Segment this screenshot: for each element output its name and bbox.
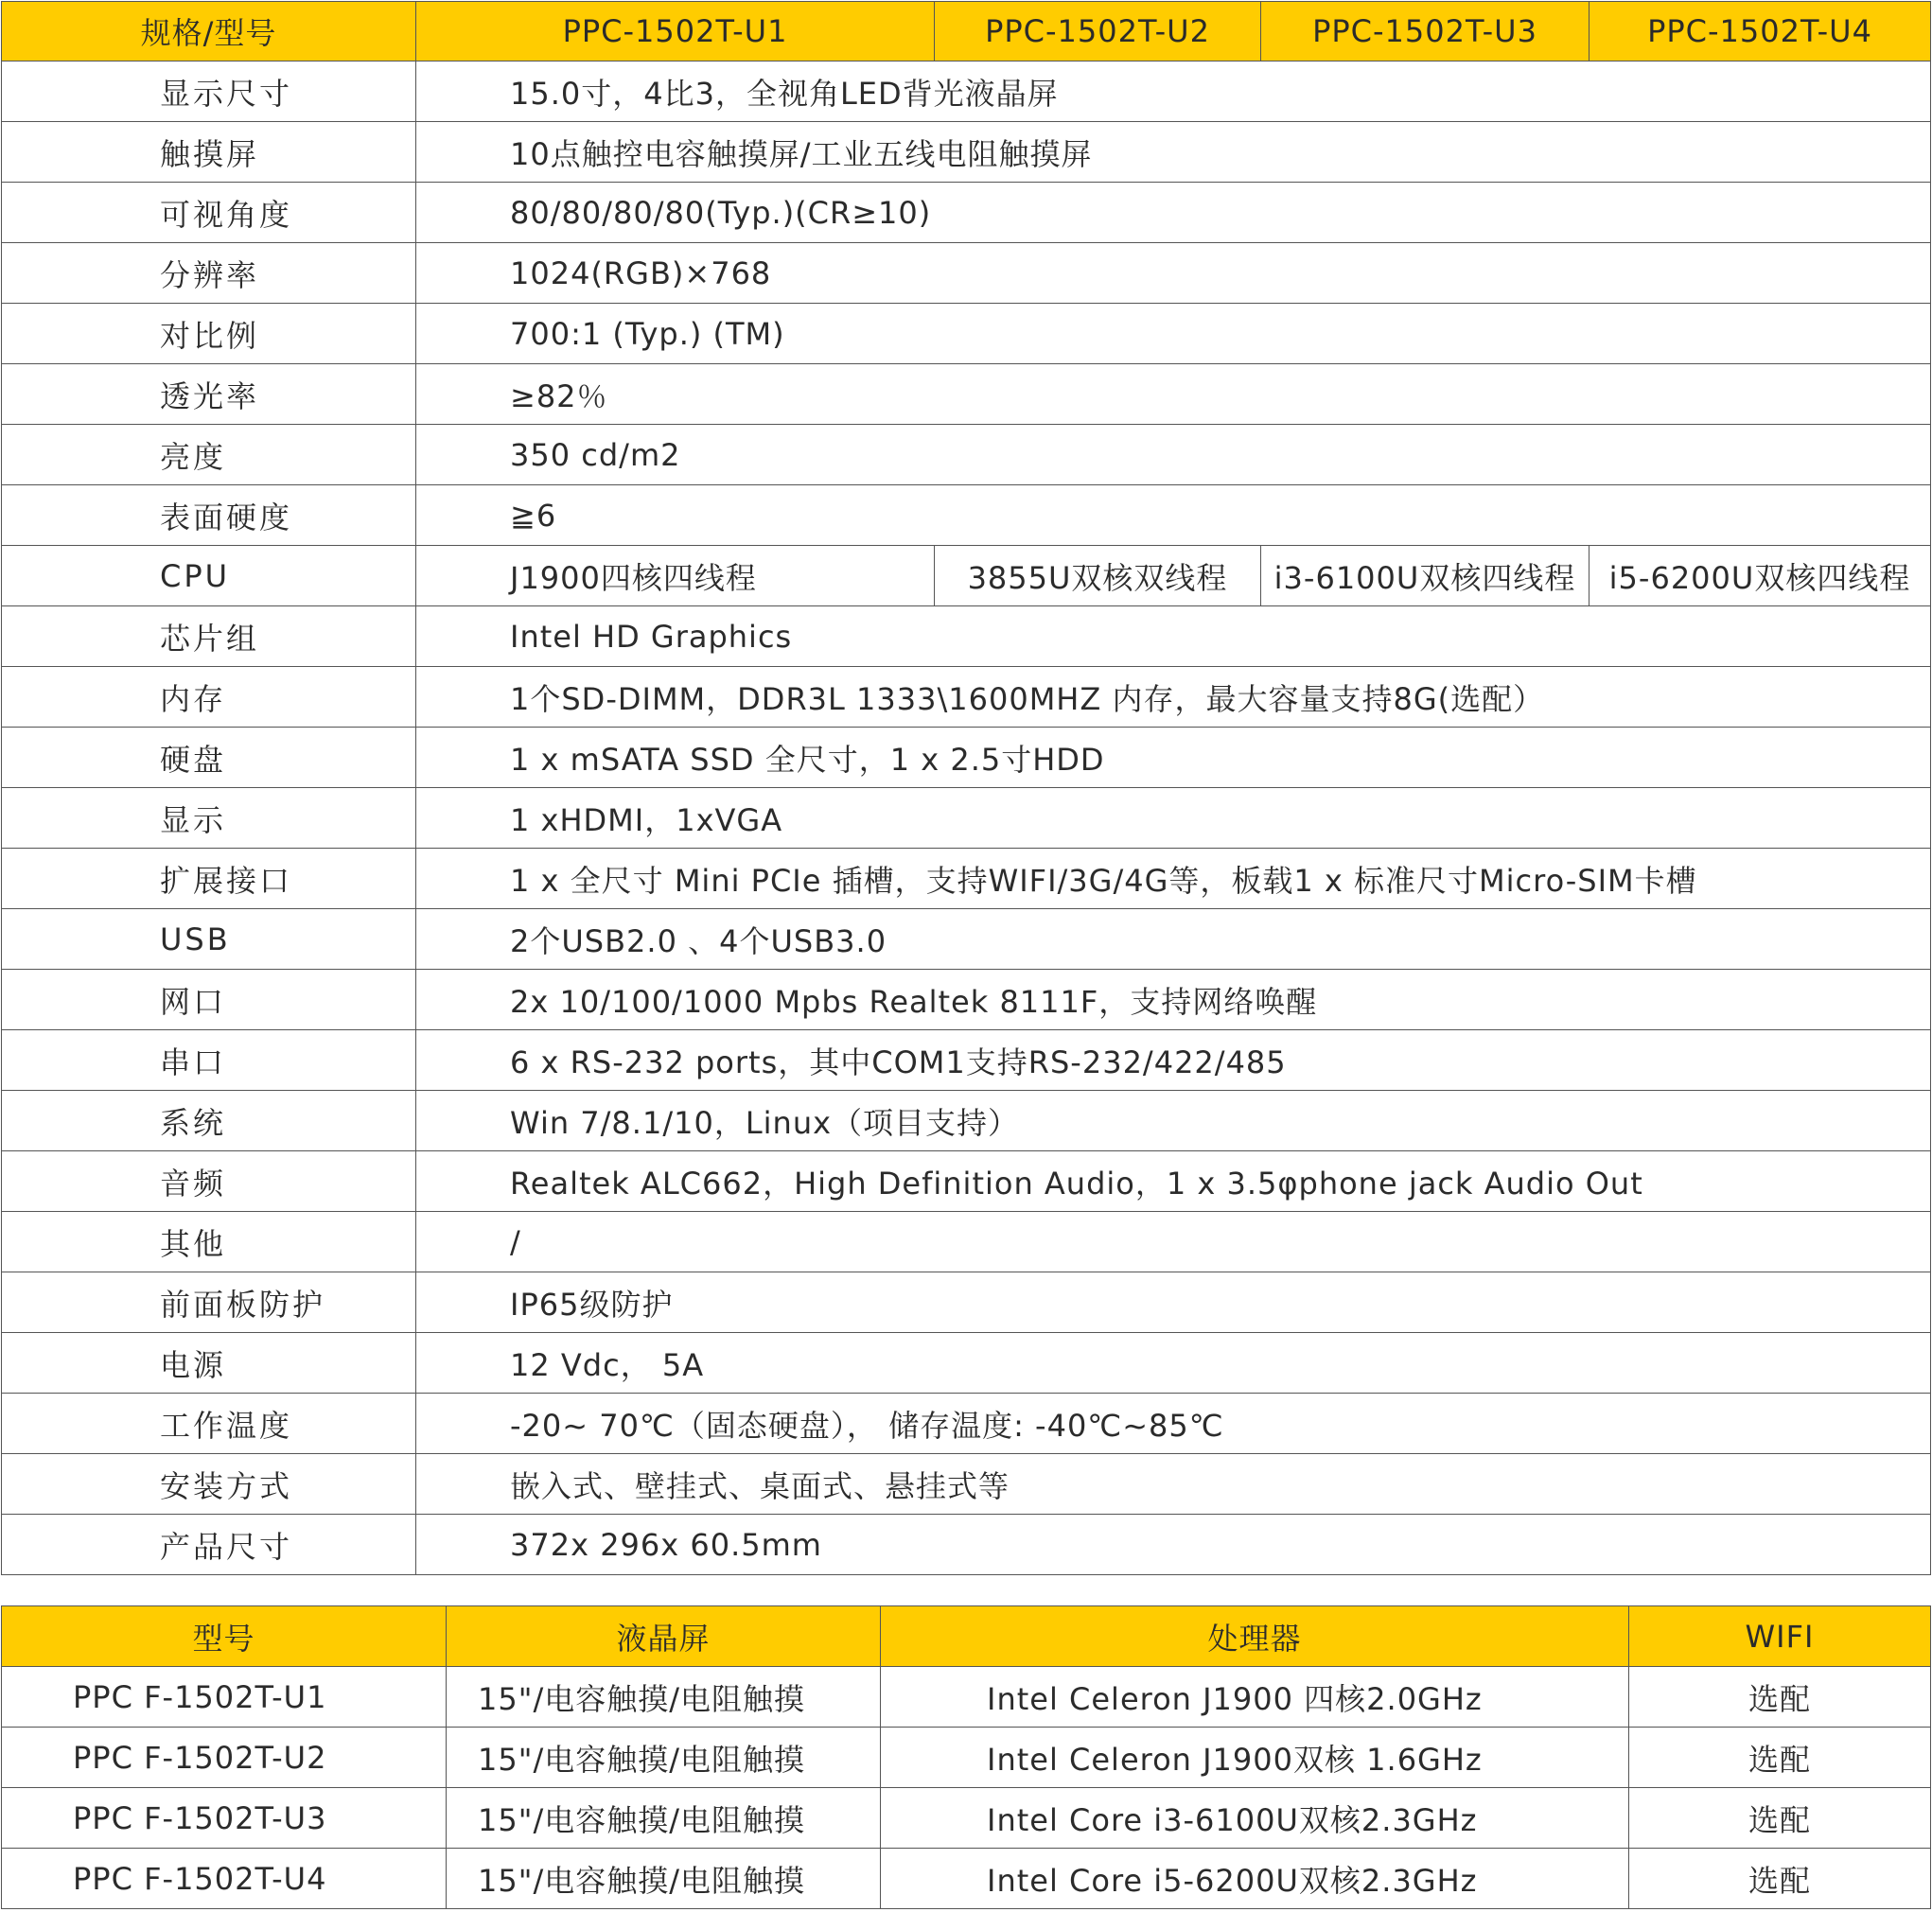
spec-row (2, 1212, 1931, 1272)
model-header-lcd: 液晶屏 (447, 1606, 881, 1667)
spec-label: 可视角度 (2, 183, 416, 243)
spec-row (2, 485, 1931, 546)
spec-row (2, 364, 1931, 425)
model-lcd: 15"/电容触摸/电阻触摸 (447, 1667, 881, 1728)
spec-row (2, 728, 1931, 788)
spec-value: -20~ 70℃（固态硬盘）， 储存温度: -40℃~85℃ (416, 1394, 1931, 1454)
spec-label: 表面硬度 (2, 485, 416, 546)
spec-row (2, 667, 1931, 728)
spec-header-label: 规格/型号 (2, 2, 416, 61)
model-row (2, 1728, 1931, 1788)
spec-row (2, 61, 1931, 122)
spec-value: 6 x RS-232 ports，其中COM1支持RS-232/422/485 (416, 1030, 1931, 1091)
spec-label: 电源 (2, 1333, 416, 1394)
spec-value: 700:1 (Typ.) (TM) (416, 304, 1931, 364)
spec-row (2, 1394, 1931, 1454)
spec-row (2, 788, 1931, 849)
spec-label: 网口 (2, 970, 416, 1030)
spec-label: 产品尺寸 (2, 1515, 416, 1575)
model-row (2, 1788, 1931, 1849)
model-header-wifi: WIFI (1629, 1606, 1931, 1667)
spec-table-body (2, 2, 1931, 1575)
spec-row (2, 1515, 1931, 1575)
spec-row (2, 1151, 1931, 1212)
spec-label: 串口 (2, 1030, 416, 1091)
spec-row (2, 1333, 1931, 1394)
spec-value: 2x 10/100/1000 Mpbs Realtek 8111F，支持网络唤醒 (416, 970, 1931, 1030)
spec-row (2, 1091, 1931, 1151)
spec-table (1, 1, 1931, 1575)
spec-row (2, 606, 1931, 667)
spec-row (2, 304, 1931, 364)
spec-value: 350 cd/m2 (416, 425, 1931, 485)
spec-value: 12 Vdc， 5A (416, 1333, 1931, 1394)
spec-value: 15.0寸，4比3，全视角LED背光液晶屏 (416, 61, 1931, 122)
spec-header-model-u3: PPC-1502T-U3 (1261, 2, 1590, 61)
spec-label: 前面板防护 (2, 1272, 416, 1333)
spec-row (2, 243, 1931, 304)
spec-value: ≥82％ (416, 364, 1931, 425)
spec-value: 1个SD-DIMM，DDR3L 1333\1600MHZ 内存，最大容量支持8G(选配） (416, 667, 1931, 728)
spec-cpu-value: 3855U双核双线程 (935, 546, 1261, 606)
spec-label: 系统 (2, 1091, 416, 1151)
spec-value: 1 x mSATA SSD 全尺寸，1 x 2.5寸HDD (416, 728, 1931, 788)
spec-label: 分辨率 (2, 243, 416, 304)
model-lcd: 15"/电容触摸/电阻触摸 (447, 1728, 881, 1788)
spec-row (2, 970, 1931, 1030)
spec-value: ≧6 (416, 485, 1931, 546)
spec-value: Realtek ALC662，High Definition Audio，1 x 3.5φphone jack Audio Out (416, 1151, 1931, 1212)
spec-value: 10点触控电容触摸屏/工业五线电阻触摸屏 (416, 122, 1931, 183)
model-lcd: 15"/电容触摸/电阻触摸 (447, 1849, 881, 1909)
spec-value: 80/80/80/80(Typ.)(CR≥10) (416, 183, 1931, 243)
spec-header-row (2, 2, 1931, 61)
model-name: PPC F-1502T-U1 (2, 1667, 447, 1728)
spec-row (2, 122, 1931, 183)
spec-label: 显示 (2, 788, 416, 849)
spec-cpu-value: J1900四核四线程 (416, 546, 935, 606)
spec-header-model-u1: PPC-1502T-U1 (416, 2, 935, 61)
spec-label: CPU (2, 546, 416, 606)
spec-value: 1024(RGB)×768 (416, 243, 1931, 304)
spec-label: USB (2, 909, 416, 970)
spec-row (2, 1030, 1931, 1091)
model-row (2, 1849, 1931, 1909)
spec-value: 372x 296x 60.5mm (416, 1515, 1931, 1575)
spec-label: 工作温度 (2, 1394, 416, 1454)
model-wifi: 选配 (1629, 1849, 1931, 1909)
spec-value: 嵌入式、壁挂式、桌面式、悬挂式等 (416, 1454, 1931, 1515)
spec-cpu-value: i3-6100U双核四线程 (1261, 546, 1590, 606)
model-lcd: 15"/电容触摸/电阻触摸 (447, 1788, 881, 1849)
model-header-cpu: 处理器 (881, 1606, 1629, 1667)
model-wifi: 选配 (1629, 1667, 1931, 1728)
model-name: PPC F-1502T-U3 (2, 1788, 447, 1849)
spec-value: / (416, 1212, 1931, 1272)
model-wifi: 选配 (1629, 1788, 1931, 1849)
model-table (1, 1605, 1931, 1909)
model-wifi: 选配 (1629, 1728, 1931, 1788)
spec-value: Intel HD Graphics (416, 606, 1931, 667)
model-name: PPC F-1502T-U2 (2, 1728, 447, 1788)
spec-label: 芯片组 (2, 606, 416, 667)
spec-label: 扩展接口 (2, 849, 416, 909)
model-cpu: Intel Celeron J1900 四核2.0GHz (881, 1667, 1629, 1728)
model-header-row (2, 1606, 1931, 1667)
spec-value: 1 x 全尺寸 Mini PCIe 插槽，支持WIFI/3G/4G等，板载1 x 标准尺寸Micro-SIM卡槽 (416, 849, 1931, 909)
spec-value: 1 xHDMI，1xVGA (416, 788, 1931, 849)
spec-cpu-value: i5-6200U双核四线程 (1590, 546, 1931, 606)
model-row (2, 1667, 1931, 1728)
model-table-body (2, 1606, 1931, 1909)
spec-header-model-u4: PPC-1502T-U4 (1590, 2, 1931, 61)
spec-row (2, 425, 1931, 485)
model-header-model: 型号 (2, 1606, 447, 1667)
spec-row (2, 849, 1931, 909)
spec-row (2, 909, 1931, 970)
model-cpu: Intel Celeron J1900双核 1.6GHz (881, 1728, 1629, 1788)
spec-row (2, 546, 1931, 606)
spec-label: 对比例 (2, 304, 416, 364)
spec-label: 硬盘 (2, 728, 416, 788)
spec-label: 显示尺寸 (2, 61, 416, 122)
spec-value: IP65级防护 (416, 1272, 1931, 1333)
spec-label: 透光率 (2, 364, 416, 425)
model-cpu: Intel Core i5-6200U双核2.3GHz (881, 1849, 1629, 1909)
spec-label: 音频 (2, 1151, 416, 1212)
spec-label: 触摸屏 (2, 122, 416, 183)
spec-label: 安装方式 (2, 1454, 416, 1515)
spec-row (2, 1272, 1931, 1333)
spec-value: Win 7/8.1/10，Linux（项目支持） (416, 1091, 1931, 1151)
spec-row (2, 183, 1931, 243)
spec-label: 其他 (2, 1212, 416, 1272)
spec-value: 2个USB2.0 、4个USB3.0 (416, 909, 1931, 970)
spec-label: 内存 (2, 667, 416, 728)
spec-row (2, 1454, 1931, 1515)
model-name: PPC F-1502T-U4 (2, 1849, 447, 1909)
spec-header-model-u2: PPC-1502T-U2 (935, 2, 1261, 61)
spec-label: 亮度 (2, 425, 416, 485)
model-cpu: Intel Core i3-6100U双核2.3GHz (881, 1788, 1629, 1849)
